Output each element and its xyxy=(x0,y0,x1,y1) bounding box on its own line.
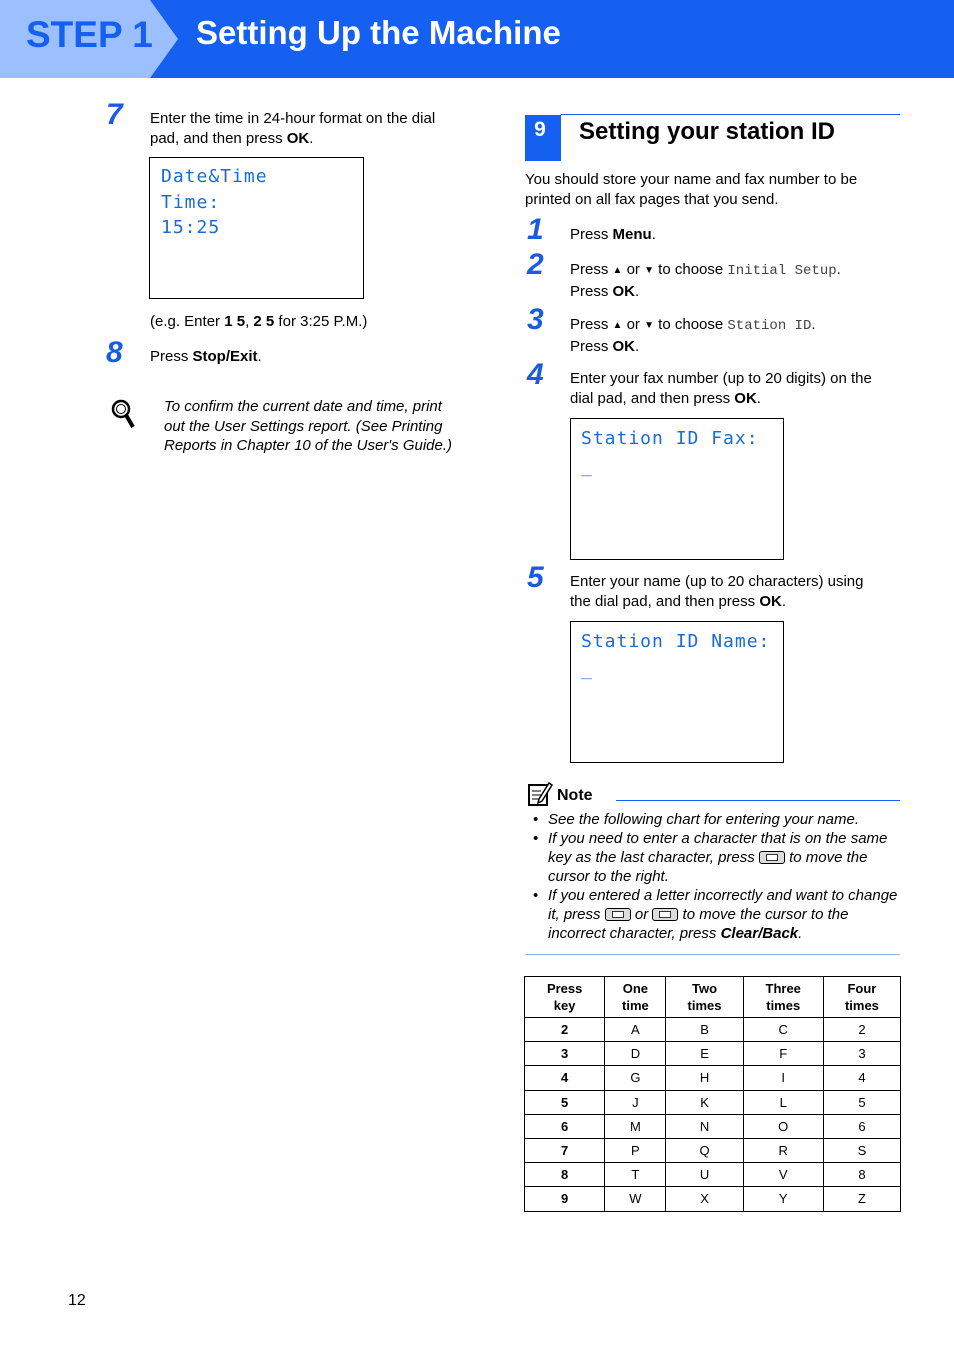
table-cell: A xyxy=(605,1018,666,1042)
down-arrow-icon: ▼ xyxy=(644,320,655,331)
ok-key-label: OK xyxy=(286,130,310,147)
table-header-cell xyxy=(823,977,900,1018)
table-cell: D xyxy=(605,1042,666,1066)
table-cell: 4 xyxy=(525,1066,605,1090)
ok-key-label: OK xyxy=(612,338,636,355)
table-cell: B xyxy=(666,1018,743,1042)
step-4-line2 xyxy=(570,389,905,409)
up-arrow-icon: ▲ xyxy=(612,320,623,331)
step-7-text xyxy=(150,109,470,149)
text-run: pad, and then press xyxy=(150,130,287,147)
note-rule-bottom xyxy=(525,954,900,955)
table-header-cell xyxy=(605,977,666,1018)
step-3-line2 xyxy=(570,337,900,357)
step-5-text xyxy=(570,572,905,612)
right-arrow-key-icon xyxy=(652,908,678,921)
lcd-cursor: _ xyxy=(581,456,593,477)
text-run: . xyxy=(811,316,816,333)
lcd-line: Station ID Name: xyxy=(581,631,771,652)
table-header-row xyxy=(525,977,901,1018)
text-run: Press xyxy=(570,316,613,333)
table-cell: F xyxy=(743,1042,823,1066)
table-cell: 9 xyxy=(525,1187,605,1211)
text-run: to move the xyxy=(789,849,868,866)
lcd-display-name xyxy=(570,621,784,763)
table-cell: G xyxy=(605,1066,666,1090)
up-arrow-icon: ▲ xyxy=(612,265,623,276)
text-run: to choose xyxy=(654,261,728,278)
tip-line: To confirm the current date and time, print xyxy=(164,398,442,415)
table-cell: 8 xyxy=(823,1163,900,1187)
tip-line: out the User Settings report. (See Printing xyxy=(164,417,443,435)
text-run: cursor to the right. xyxy=(548,868,669,885)
table-header-cell xyxy=(666,977,743,1018)
table-cell: 8 xyxy=(525,1163,605,1187)
text-run: If you need to enter a character that is on the same xyxy=(548,830,888,847)
note-rule-top xyxy=(616,800,900,801)
table-cell: 6 xyxy=(525,1114,605,1138)
step-7-line1: Enter the time in 24-hour format on the dial xyxy=(150,110,436,127)
text-run: to choose xyxy=(654,316,728,333)
header-line: Three xyxy=(765,981,801,996)
text-run: (e.g. Enter xyxy=(150,313,225,330)
header-line: times xyxy=(687,998,722,1013)
header-line: times xyxy=(766,998,801,1013)
table-cell: W xyxy=(605,1187,666,1211)
section-number: 9 xyxy=(534,118,546,141)
step-4-text xyxy=(570,369,905,409)
header-line: One xyxy=(622,981,649,996)
header-line: time xyxy=(622,998,649,1013)
step-label: STEP 1 xyxy=(26,14,153,55)
table-cell: P xyxy=(605,1138,666,1162)
step-7-line2 xyxy=(150,129,470,149)
tip-line: Reports in Chapter 10 of the User's Guide.) xyxy=(164,437,453,454)
header-line: times xyxy=(844,998,879,1013)
table-row xyxy=(525,1066,901,1090)
step-4-line1: Enter your fax number (up to 20 digits) on the xyxy=(570,370,872,387)
note-item xyxy=(530,829,902,886)
header-line: Two xyxy=(692,981,718,996)
header-line: Four xyxy=(847,981,877,996)
text-run: or xyxy=(622,316,645,333)
lcd-line: Date&Time xyxy=(161,166,268,187)
text-run: . xyxy=(635,283,640,300)
left-arrow-key-icon xyxy=(605,908,631,921)
text-run: Press xyxy=(570,261,613,278)
table-cell: K xyxy=(666,1090,743,1114)
menu-key-label: Menu xyxy=(612,226,652,243)
text-run: . xyxy=(781,593,786,610)
ok-key-label: OK xyxy=(612,283,636,300)
table-cell: J xyxy=(605,1090,666,1114)
text-run: See the following chart for entering your name. xyxy=(548,811,860,828)
ok-key-label: OK xyxy=(734,390,757,407)
lcd-display-datetime xyxy=(149,157,364,299)
table-row xyxy=(525,1018,901,1042)
step-4-number: 4 xyxy=(527,358,544,391)
table-cell: U xyxy=(666,1163,743,1187)
text-run: Press xyxy=(150,348,193,365)
section-title: Setting your station ID xyxy=(579,118,836,145)
down-arrow-icon: ▼ xyxy=(644,265,655,276)
text-run: . xyxy=(309,130,314,147)
text-run: . xyxy=(756,390,761,407)
table-row xyxy=(525,1042,901,1066)
page-number: 12 xyxy=(68,1292,86,1309)
step-5-line1: Enter your name (up to 20 characters) using xyxy=(570,573,864,590)
text-run: to move the cursor to xyxy=(682,906,824,923)
step-2-line1 xyxy=(570,260,900,282)
table-cell: H xyxy=(666,1066,743,1090)
header-line: Press xyxy=(546,981,583,996)
text-run: , xyxy=(245,313,254,330)
step-1-text xyxy=(570,225,656,245)
text-run: the incorrect character, press xyxy=(548,906,849,942)
table-row xyxy=(525,1114,901,1138)
section-rule xyxy=(561,114,900,115)
text-run: change it, press xyxy=(548,887,898,923)
text-run: . xyxy=(651,226,656,243)
table-cell: O xyxy=(743,1114,823,1138)
table-cell: Z xyxy=(823,1187,900,1211)
table-cell: E xyxy=(666,1042,743,1066)
step-2-text xyxy=(570,260,900,302)
step-2-line2 xyxy=(570,282,900,302)
table-cell: Y xyxy=(743,1187,823,1211)
text-run: . xyxy=(635,338,640,355)
character-entry-table xyxy=(524,976,901,1212)
table-cell: 5 xyxy=(823,1090,900,1114)
table-cell: C xyxy=(743,1018,823,1042)
table-header-cell xyxy=(743,977,823,1018)
text-run: Press xyxy=(570,283,613,300)
text-run: If you entered a letter incorrectly and want to xyxy=(548,887,844,904)
example-text xyxy=(150,312,367,332)
stop-exit-key-label: Stop/Exit xyxy=(192,348,258,365)
text-run: key as the last character, press xyxy=(548,849,755,866)
table-cell: T xyxy=(605,1163,666,1187)
lcd-line: Time: xyxy=(161,191,221,213)
table-cell: M xyxy=(605,1114,666,1138)
table-cell: N xyxy=(666,1114,743,1138)
step-5-line2 xyxy=(570,592,905,612)
note-pencil-icon xyxy=(527,781,553,807)
lcd-line: Station ID Fax: xyxy=(581,428,759,449)
text-run: Press xyxy=(570,338,613,355)
step-5-number: 5 xyxy=(527,561,544,594)
text-run: . xyxy=(798,925,803,942)
text-run: . xyxy=(836,261,841,278)
table-header-cell xyxy=(525,977,605,1018)
step-3-number: 3 xyxy=(527,303,544,336)
lcd-cursor: _ xyxy=(581,659,593,680)
step-3-line1 xyxy=(570,315,900,337)
header-line: key xyxy=(553,998,576,1013)
text-run: or xyxy=(634,906,649,923)
note-list xyxy=(530,810,902,943)
section-intro xyxy=(525,170,901,210)
text-bold: 2 5 xyxy=(253,313,275,330)
text-run: or xyxy=(622,261,645,278)
table-cell: L xyxy=(743,1090,823,1114)
table-cell: X xyxy=(666,1187,743,1211)
note-item xyxy=(530,886,902,943)
tip-text xyxy=(164,397,484,456)
table-cell: 2 xyxy=(823,1018,900,1042)
table-cell: 3 xyxy=(525,1042,605,1066)
intro-line: printed on all fax pages that you send. xyxy=(525,191,779,208)
table-cell: 7 xyxy=(525,1138,605,1162)
step-8-text xyxy=(150,347,262,367)
step-1-number: 1 xyxy=(527,213,544,246)
clear-back-key-label: Clear/Back xyxy=(720,925,799,942)
text-run: for 3:25 P.M.) xyxy=(274,313,368,330)
page-title: Setting Up the Machine xyxy=(196,14,561,51)
lcd-display-fax xyxy=(570,418,784,560)
table-cell: 5 xyxy=(525,1090,605,1114)
note-label: Note xyxy=(557,787,593,804)
text-run: . xyxy=(257,348,262,365)
table-cell: Q xyxy=(666,1138,743,1162)
table-cell: 4 xyxy=(823,1066,900,1090)
text-run: dial pad, and then press xyxy=(570,390,735,407)
table-cell: S xyxy=(823,1138,900,1162)
text-run: Press xyxy=(570,226,613,243)
table-cell: 2 xyxy=(525,1018,605,1042)
menu-option-name: Initial Setup xyxy=(727,263,837,279)
table-row xyxy=(525,1138,901,1162)
table-cell: 3 xyxy=(823,1042,900,1066)
step-7-number: 7 xyxy=(106,98,123,131)
table-row xyxy=(525,1163,901,1187)
text-run: the dial pad, and then press xyxy=(570,593,760,610)
text-bold: 1 5 xyxy=(224,313,246,330)
table-row xyxy=(525,1090,901,1114)
table-cell: 6 xyxy=(823,1114,900,1138)
step-8-number: 8 xyxy=(106,336,123,369)
magnifier-icon xyxy=(110,398,136,430)
table-cell: I xyxy=(743,1066,823,1090)
lcd-line: 15:25 xyxy=(161,217,221,238)
note-item xyxy=(530,810,902,829)
intro-line: You should store your name and fax number to be xyxy=(525,171,858,188)
table-cell: V xyxy=(743,1163,823,1187)
table-row xyxy=(525,1187,901,1211)
right-arrow-key-icon xyxy=(759,851,785,864)
menu-option-name: Station ID xyxy=(727,318,812,334)
step-3-text xyxy=(570,315,900,357)
step-2-number: 2 xyxy=(527,248,544,281)
table-cell: R xyxy=(743,1138,823,1162)
ok-key-label: OK xyxy=(759,593,782,610)
